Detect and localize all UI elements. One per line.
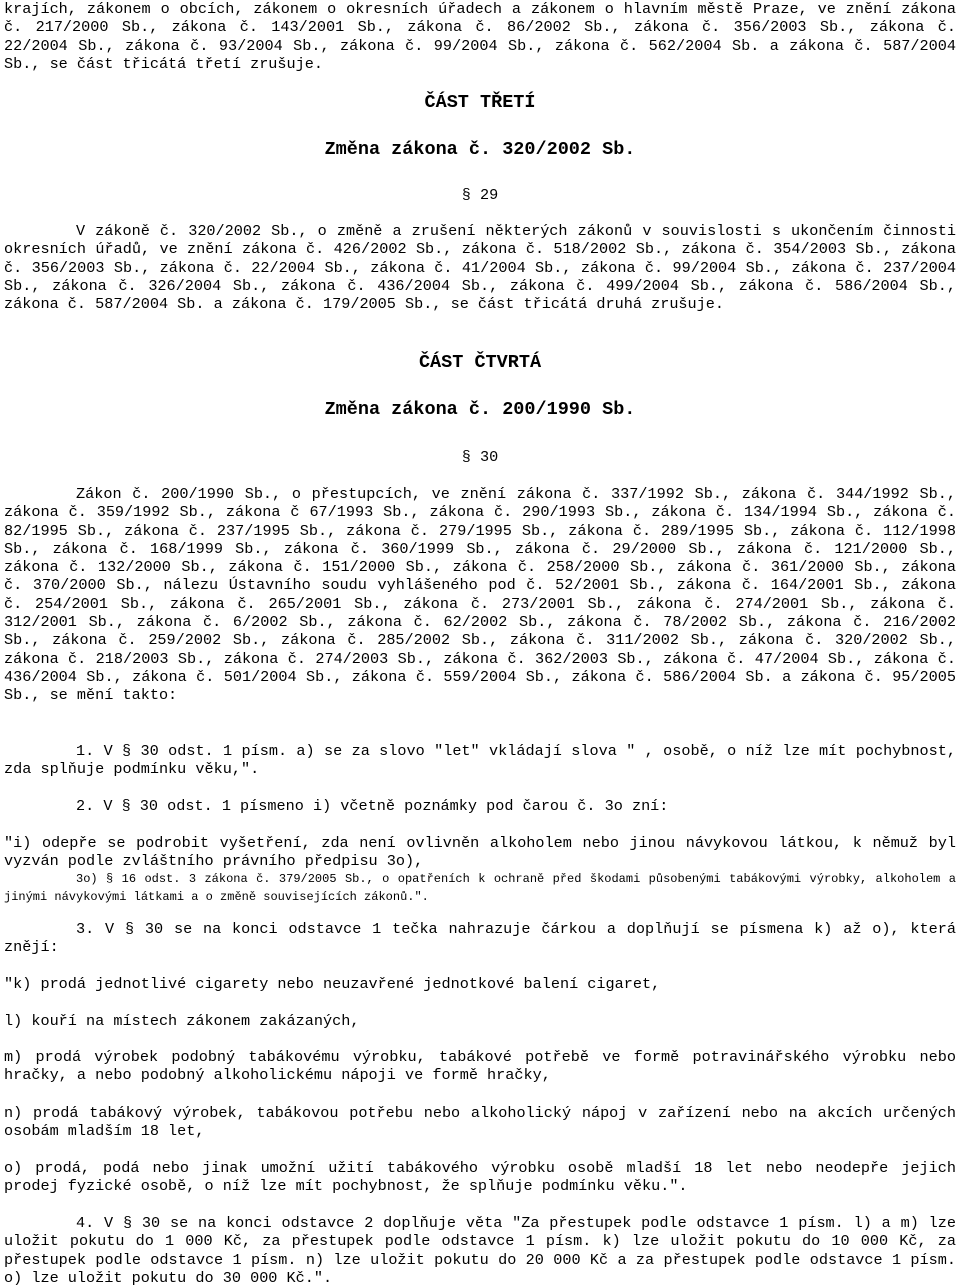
part3-paragraph: V zákoně č. 320/2002 Sb., o změně a zrušení některých zákonů v souvislosti s ukončením činnosti okresních úřadů, ve znění zákona č. 426/2002 Sb., zákona č. 518/2002 Sb., zákona č. 354/2003 Sb., zákona č. 356/2003 Sb., zákona č. 22/2004 Sb., zákona č. 41/2004 Sb., zákona č. 99/2004 Sb., zákona č. 237/2004 Sb., zákona č. 326/2004 Sb., zákona č. 436/2004 Sb., zákona č. 499/2004 Sb., zákona č. 586/2004 Sb., zákona č. 587/2004 Sb. a zákona č. 179/2005 Sb., se část třicátá druhá zrušuje.: [4, 222, 956, 314]
footnote-3o: 3o) § 16 odst. 3 zákona č. 379/2005 Sb., o opatřeních k ochraně před škodami působenými tabákovými výrobky, alkoholem a jinými návykovými látkami a o změně souvisejících zákonů.".: [4, 872, 956, 904]
part4-subheading: Změna zákona č. 200/1990 Sb.: [324, 399, 636, 420]
part4-heading: ČÁST ČTVRTÁ: [418, 352, 542, 373]
item-1: 1. V § 30 odst. 1 písm. a) se za slovo "let" vkládají slova " , osobě, o níž lze mít pochybnost, zda splňuje podmínku věku,".: [4, 742, 956, 779]
part3-subheading: Změna zákona č. 320/2002 Sb.: [324, 139, 636, 160]
section-30: § 30: [461, 448, 499, 466]
section-29: § 29: [461, 186, 499, 204]
item-2: 2. V § 30 odst. 1 písmeno i) včetně poznámky pod čarou č. 3o zní:: [76, 797, 669, 815]
quote-l: l) kouří na místech zákonem zakázaných,: [4, 1012, 360, 1030]
quote-o: o) prodá, podá nebo jinak umožní užití tabákového výrobku osobě mladší 18 let nebo neodepře jejich prodej fyzické osobě, o níž lze mít pochybnost, že splňuje podmínku věku.".: [4, 1159, 956, 1196]
quote-m: m) prodá výrobek podobný tabákovému výrobku, tabákové potřebě ve formě potravinářského výrobku nebo hračky, a nebo podobný alkoholickému nápoji ve formě hračky,: [4, 1048, 956, 1085]
item-3: 3. V § 30 se na konci odstavce 1 tečka nahrazuje čárkou a doplňují se písmena k) až o), která znějí:: [4, 920, 956, 957]
quote-n: n) prodá tabákový výrobek, tabákovou potřebu nebo alkoholický nápoj v zařízení nebo na akcích určených osobám mladším 18 let,: [4, 1104, 956, 1141]
item-4: 4. V § 30 se na konci odstavce 2 doplňuje věta "Za přestupek podle odstavce 1 písm. l) a m) lze uložit pokutu do 1 000 Kč, za přestupek podle odstavce 1 písm. k) lze uložit pokutu do 10 000 Kč, za přestupek podle odstavce 1 písm. n) lze uložit pokutu do 20 000 Kč a za přestupek podle odstavce 1 písm. o) lze uložit pokutu do 30 000 Kč.".: [4, 1214, 956, 1287]
part4-intro-paragraph: Zákon č. 200/1990 Sb., o přestupcích, ve znění zákona č. 337/1992 Sb., zákona č. 344/1992 Sb., zákona č. 359/1992 Sb., zákona č 67/1993 Sb., zákona č. 290/1993 Sb., zákona č. 134/1994 Sb., zákona č. 82/1995 Sb., zákona č. 237/1995 Sb., zákona č. 279/1995 Sb., zákona č. 289/1995 Sb., zákona č. 112/1998 Sb., zákona č. 168/1999 Sb., zákona č. 360/1999 Sb., zákona č. 29/2000 Sb., zákona č. 121/2000 Sb., zákona č. 132/2000 Sb., zákona č. 151/2000 Sb., zákona č. 258/2000 Sb., zákona č. 361/2000 Sb., zákona č. 370/2000 Sb., nálezu Ústavního soudu vyhlášeného pod č. 52/2001 Sb., zákona č. 164/2001 Sb., zákona č. 254/2001 Sb., zákona č. 265/2001 Sb., zákona č. 273/2001 Sb., zákona č. 274/2001 Sb., zákona č. 312/2001 Sb., zákona č. 6/2002 Sb., zákona č. 62/2002 Sb., zákona č. 78/2002 Sb., zákona č. 216/2002 Sb., zákona č. 259/2002 Sb., zákona č. 285/2002 Sb., zákona č. 311/2002 Sb., zákona č. 320/2002 Sb., zákona č. 218/2003 Sb., zákona č. 274/2003 Sb., zákona č. 362/2003 Sb., zákona č. 47/2004 Sb., zákona č. 436/2004 Sb., zákona č. 501/2004 Sb., zákona č. 559/2004 Sb., zákona č. 586/2004 Sb. a zákona č. 95/2005 Sb., se mění takto:: [4, 485, 956, 705]
intro-paragraph: krajích, zákonem o obcích, zákonem o okresních úřadech a zákonem o hlavním městě Praze, ve znění zákona č. 217/2000 Sb., zákona č. 143/2001 Sb., zákona č. 86/2002 Sb., zákona č. 356/2003 Sb., zákona č. 22/2004 Sb., zákona č. 93/2004 Sb., zákona č. 99/2004 Sb., zákona č. 562/2004 Sb. a zákona č. 587/2004 Sb., se část třicátá třetí zrušuje.: [4, 0, 956, 73]
quote-k: "k) prodá jednotlivé cigarety nebo neuzavřené jednotkové balení cigaret,: [4, 975, 661, 993]
part3-heading: ČÁST TŘETÍ: [424, 92, 536, 113]
quote-i: "i) odepře se podrobit vyšetření, zda není ovlivněn alkoholem nebo jinou návykovou látkou, k němuž byl vyzván podle zvláštního právního předpisu 3o),: [4, 834, 956, 871]
